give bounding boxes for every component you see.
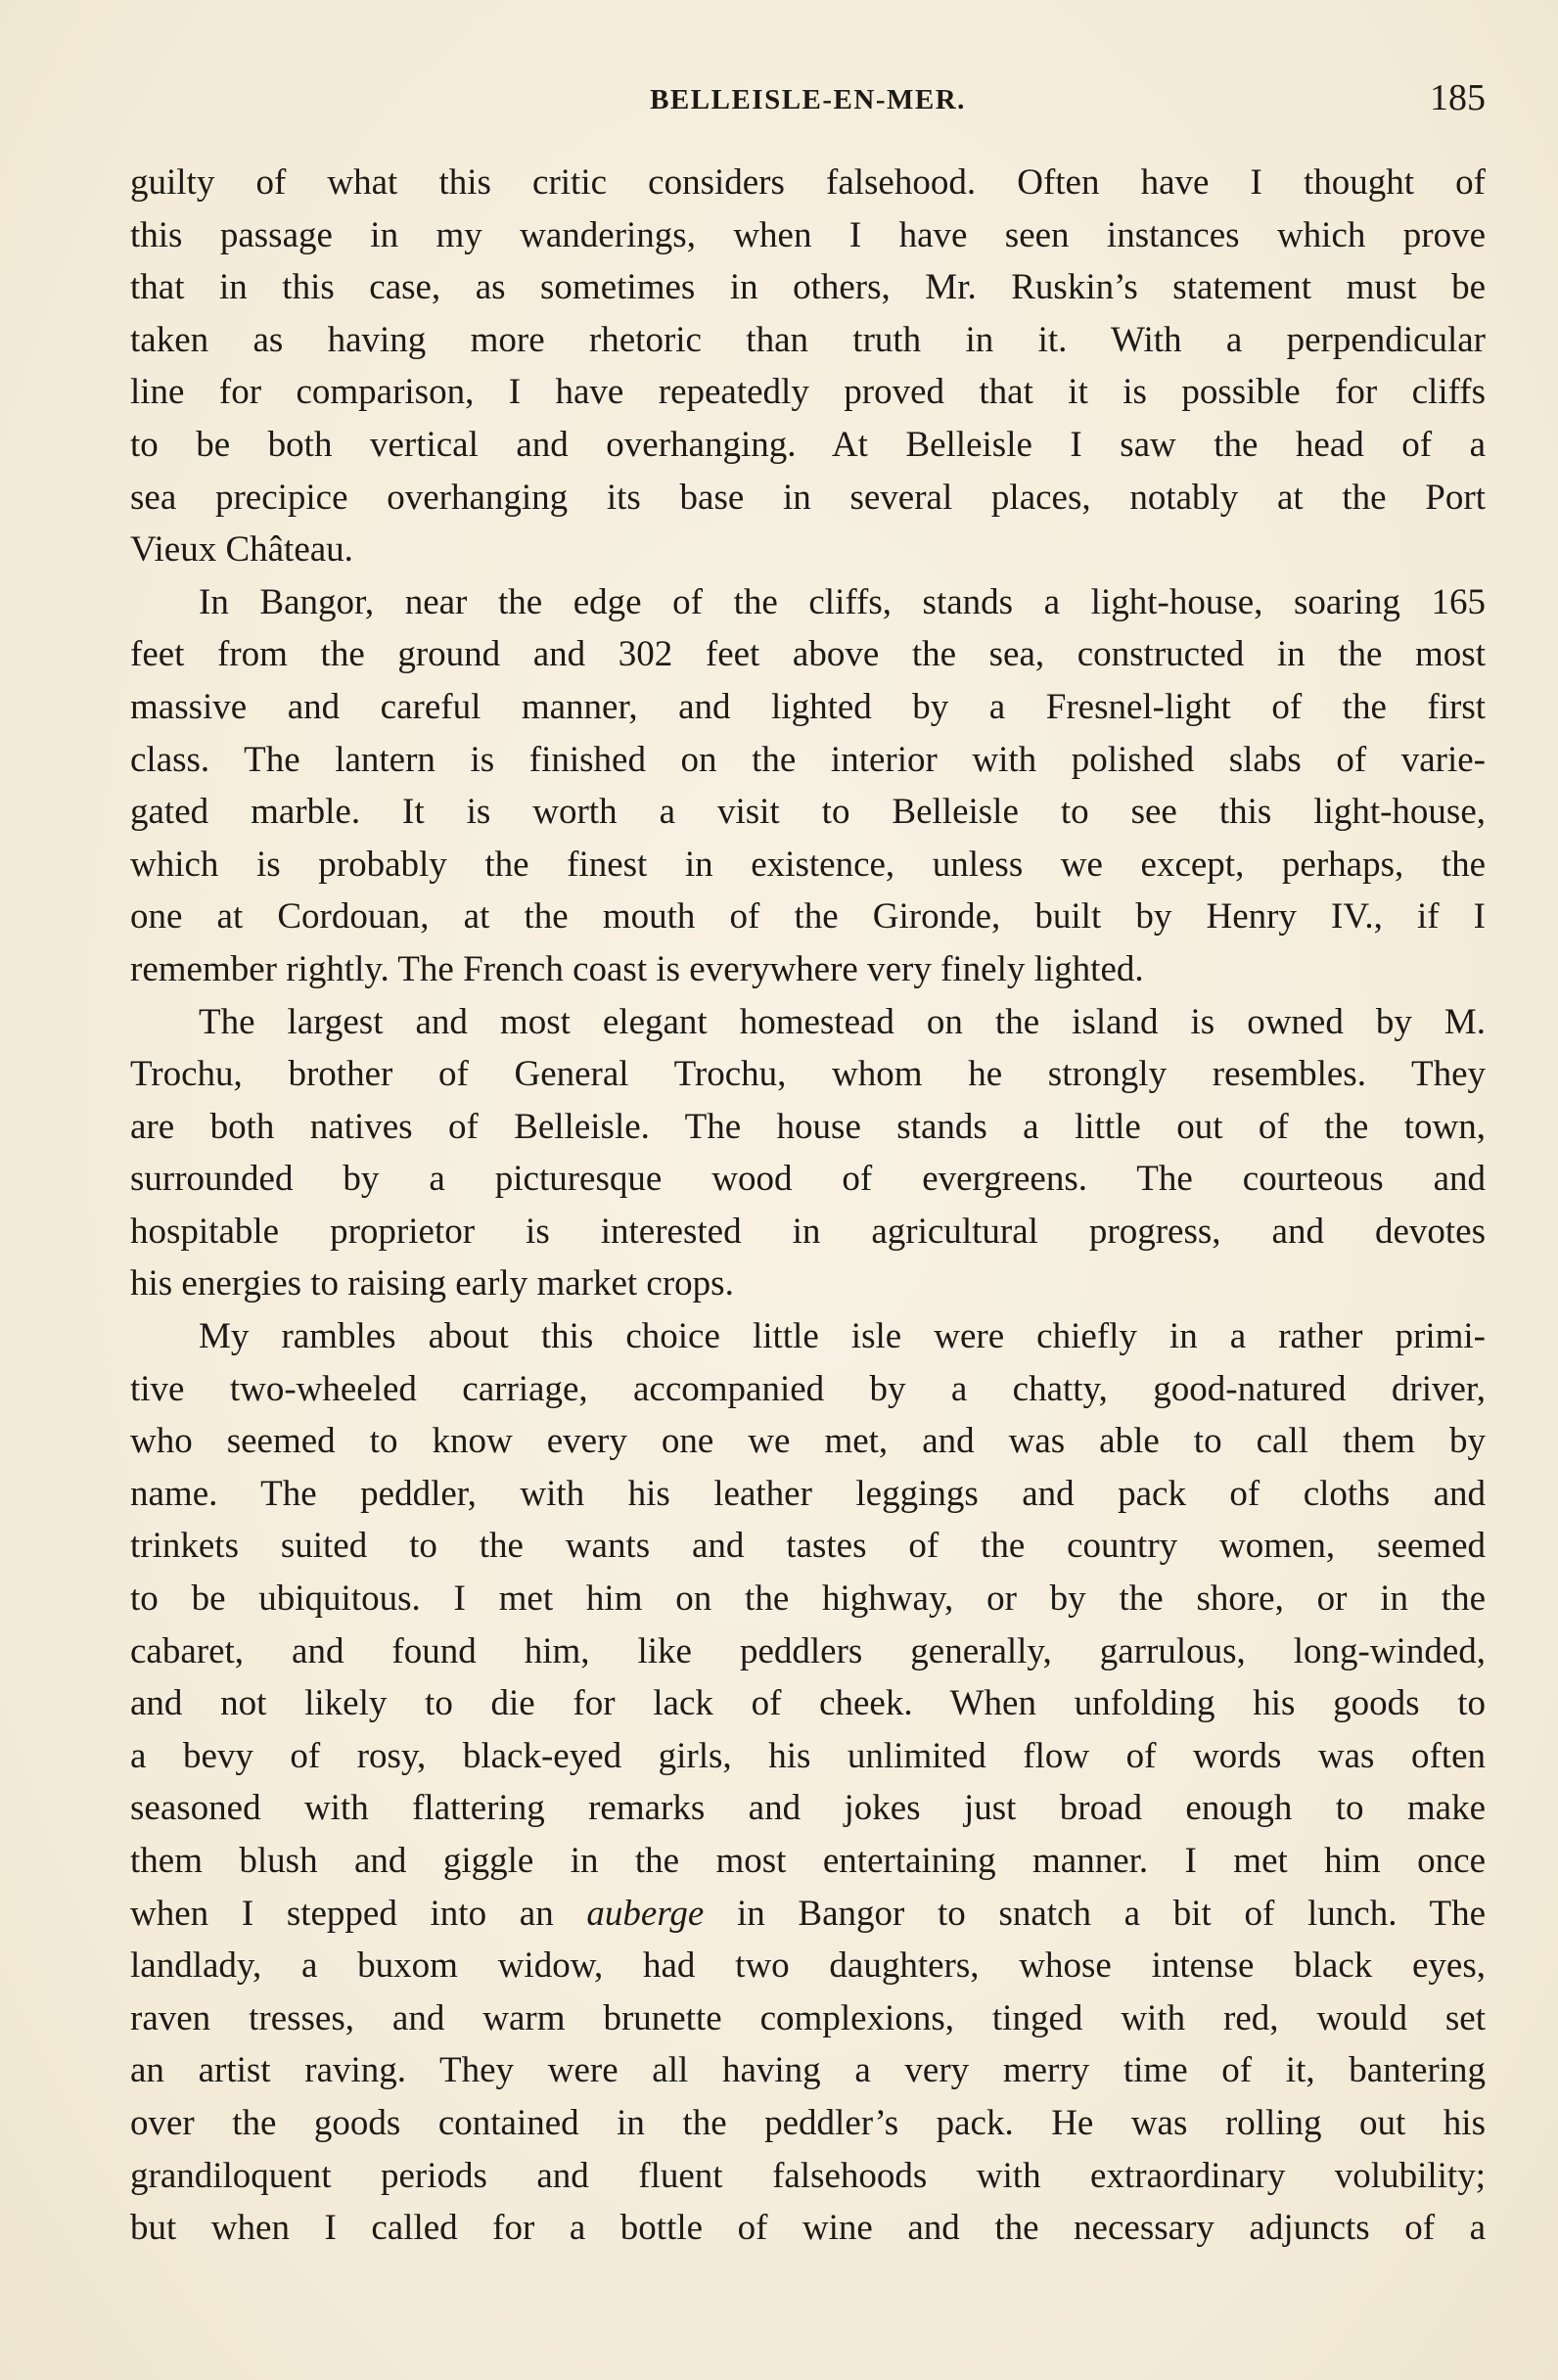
text-line: grandiloquent periods and fluent falsehoods with extraordinary volubility; [130,2155,1486,2196]
text-line: raven tresses, and warm brunette complexions, tinged with red, would set [130,1997,1486,2038]
text-line: to be ubiquitous. I met him on the highway, or by the shore, or in the [130,1579,1486,1620]
page-number: 185 [1430,77,1486,118]
text-line: seasoned with flattering remarks and jokes just broad enough to make [130,1788,1486,1829]
text-line: to be both vertical and overhanging. At Belleisle I saw the head of a [130,424,1486,465]
text-line: Vieux Château. [130,529,353,571]
text-line: who seemed to know every one we met, and was able to call them by [130,1421,1486,1462]
text-line: name. The peddler, with his leather leggings and pack of cloths and [130,1473,1486,1514]
text-line: sea precipice overhanging its base in several places, notably at the Port [130,477,1486,518]
text-line: one at Cordouan, at the mouth of the Gironde, built by Henry IV., if I [130,896,1486,938]
text-line: them blush and giggle in the most entertaining manner. I met him once [130,1841,1486,1881]
text-line: and not likely to die for lack of cheek. When unfolding his goods to [130,1683,1486,1724]
text-line: In Bangor, near the edge of the cliffs, stands a light-house, soaring 165 [199,581,1486,622]
text-segment: in Bangor to snatch a bit of lunch. The [736,1893,1486,1934]
body-text [130,157,1486,2255]
italic-word: auberge [586,1893,705,1934]
text-line: guilty of what this critic considers falsehood. Often have I thought of [130,162,1486,203]
text-line: class. The lantern is finished on the interior with polished slabs of varie- [130,739,1486,780]
text-line: an artist raving. They were all having a very merry time of it, bantering [130,2050,1486,2091]
text-line: feet from the ground and 302 feet above the sea, constructed in the most [130,634,1486,675]
text-line: gated marble. It is worth a visit to Belleisle to see this light-house, [130,792,1486,833]
text-line: line for comparison, I have repeatedly proved that it is possible for cliffs [130,372,1486,413]
text-line: tive two-wheeled carriage, accompanied by a chatty, good-natured driver, [130,1368,1486,1409]
text-line: a bevy of rosy, black-eyed girls, his unlimited flow of words was often [130,1735,1486,1776]
text-line: which is probably the finest in existence, unless we except, perhaps, the [130,844,1486,885]
text-line: that in this case, as sometimes in others, Mr. Ruskin’s statement must be [130,267,1486,308]
text-line: this passage in my wanderings, when I have seen instances which prove [130,214,1486,255]
text-line: My rambles about this choice little isle were chiefly in a rather primi- [199,1316,1486,1357]
text-line: trinkets suited to the wants and tastes of the country women, seemed [130,1526,1486,1567]
text-line: but when I called for a bottle of wine and the necessary adjuncts of a [130,2208,1486,2249]
text-line: over the goods contained in the peddler’s pack. He was rolling out his [130,2102,1486,2143]
text-line: massive and careful manner, and lighted by a Fresnel-light of the first [130,686,1486,727]
text-line: landlady, a buxom widow, had two daughters, whose intense black eyes, [130,1945,1486,1987]
text-line: hospitable proprietor is interested in agricultural progress, and devotes [130,1211,1486,1252]
text-segment: when I stepped into an [130,1893,554,1934]
text-line: The largest and most elegant homestead on the island is owned by M. [199,1001,1486,1042]
text-line: cabaret, and found him, like peddlers generally, garrulous, long-winded, [130,1630,1486,1671]
text-line: taken as having more rhetoric than truth in it. With a perpendicular [130,319,1486,360]
text-line: Trochu, brother of General Trochu, whom he strongly resembles. They [130,1054,1486,1095]
text-line: are both natives of Belleisle. The house stands a little out of the town, [130,1106,1486,1147]
running-head-title: BELLEISLE-EN-MER. [650,84,966,115]
text-line: his energies to raising early market crops. [130,1263,734,1304]
text-line-with-italic [130,1888,1486,1941]
running-head [130,76,1486,135]
text-line: remember rightly. The French coast is everywhere very finely lighted. [130,948,1144,989]
text-line: surrounded by a picturesque wood of evergreens. The courteous and [130,1159,1486,1200]
